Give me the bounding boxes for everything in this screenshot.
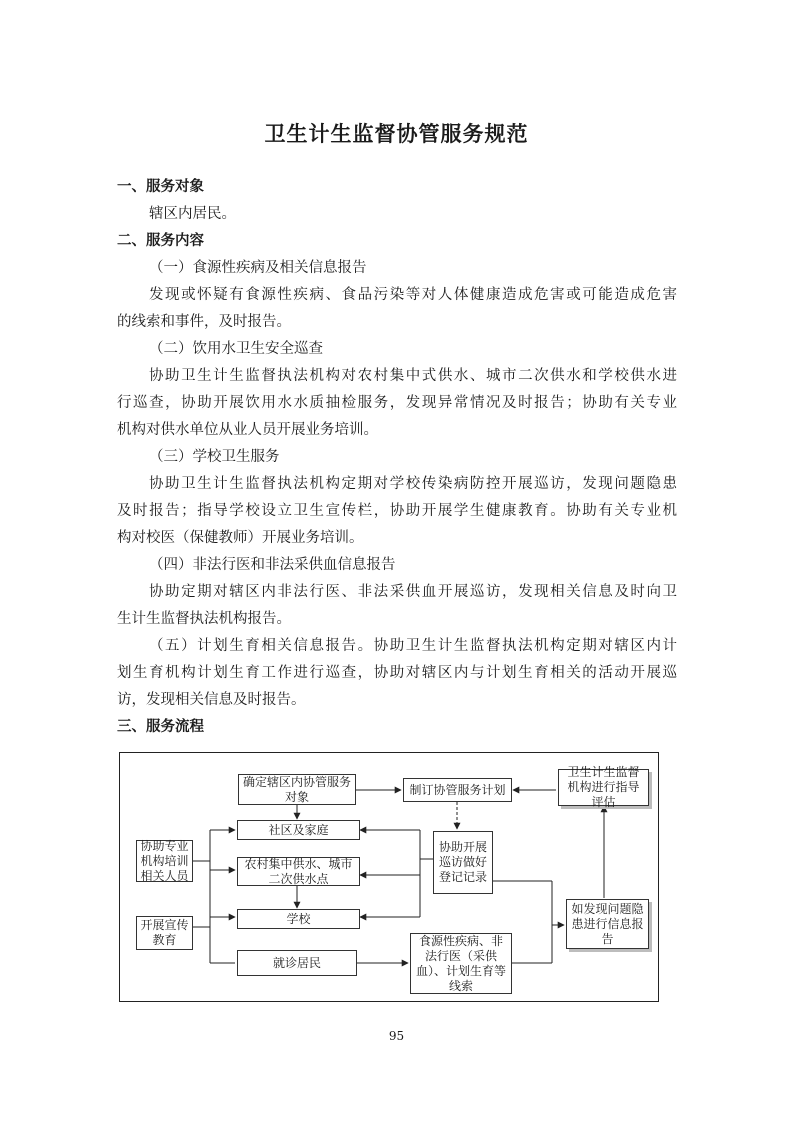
page-number: 95 [388,1029,405,1043]
box-publicity: 开展宣传教育 [136,916,193,950]
paragraph-line: 构对校医（保健教师）开展业务培训。 [117,530,364,546]
paragraph-line: （五）计划生育相关信息报告。协助卫生计生监督执法机构定期对辖区内计 [149,638,677,654]
box-clues: 食源性疾病、非法行医（采供血）、计划生育等线索 [410,933,512,994]
box-training: 协助专业机构培训相关人员 [136,840,193,882]
box-determine-targets: 确定辖区内协管服务对象 [238,774,356,805]
paragraph-line: 辖区内居民。 [149,206,236,222]
section-heading-1: 一、服务对象 [117,179,204,195]
box-guidance: 卫生计生监督机构进行指导评估 [558,769,649,806]
paragraph-line: 发现或怀疑有食源性疾病、食品污染等对人体健康造成危害或可能造成危害 [149,287,677,303]
subsection-heading: （一）食源性疾病及相关信息报告 [149,260,367,276]
paragraph-line: 协助卫生计生监督执法机构定期对学校传染病防控开展巡访，发现问题隐患 [149,476,677,492]
subsection-heading: （二）饮用水卫生安全巡查 [149,341,323,357]
paragraph-line: 的线索和事件，及时报告。 [117,314,291,330]
section-heading-2: 二、服务内容 [117,233,204,249]
box-community: 社区及家庭 [237,820,360,840]
box-patrol: 协助开展巡访做好登记记录 [433,831,493,894]
page-title: 卫生计生监督协管服务规范 [264,122,529,146]
paragraph-line: 划生育机构计划生育工作进行巡查，协助对辖区内与计划生育相关的活动开展巡 [117,665,677,681]
paragraph-line: 协助卫生计生监督执法机构对农村集中式供水、城市二次供水和学校供水进 [149,368,677,384]
service-flowchart [119,752,659,1002]
paragraph-line: 及时报告；指导学校设立卫生宣传栏，协助开展学生健康教育。协助有关专业机 [117,503,677,519]
box-patients: 就诊居民 [237,950,357,976]
subsection-heading: （三）学校卫生服务 [149,449,280,465]
box-report: 如发现问题隐患进行信息报告 [566,899,649,949]
box-make-plan: 制订协管服务计划 [403,778,512,802]
paragraph-line: 生计生监督执法机构报告。 [117,611,291,627]
paragraph-line: 机构对供水单位从业人员开展业务培训。 [117,422,378,438]
paragraph-line: 协助定期对辖区内非法行医、非法采供血开展巡访，发现相关信息及时向卫 [149,584,677,600]
section-heading-3: 三、服务流程 [117,719,204,735]
subsection-heading: （四）非法行医和非法采供血信息报告 [149,557,396,573]
box-water-supply: 农村集中供水、城市二次供水点 [237,857,360,886]
paragraph-line: 行巡查，协助开展饮用水水质抽检服务，发现异常情况及时报告；协助有关专业 [117,395,677,411]
paragraph-line: 访，发现相关信息及时报告。 [117,692,306,708]
box-school: 学校 [237,909,360,929]
